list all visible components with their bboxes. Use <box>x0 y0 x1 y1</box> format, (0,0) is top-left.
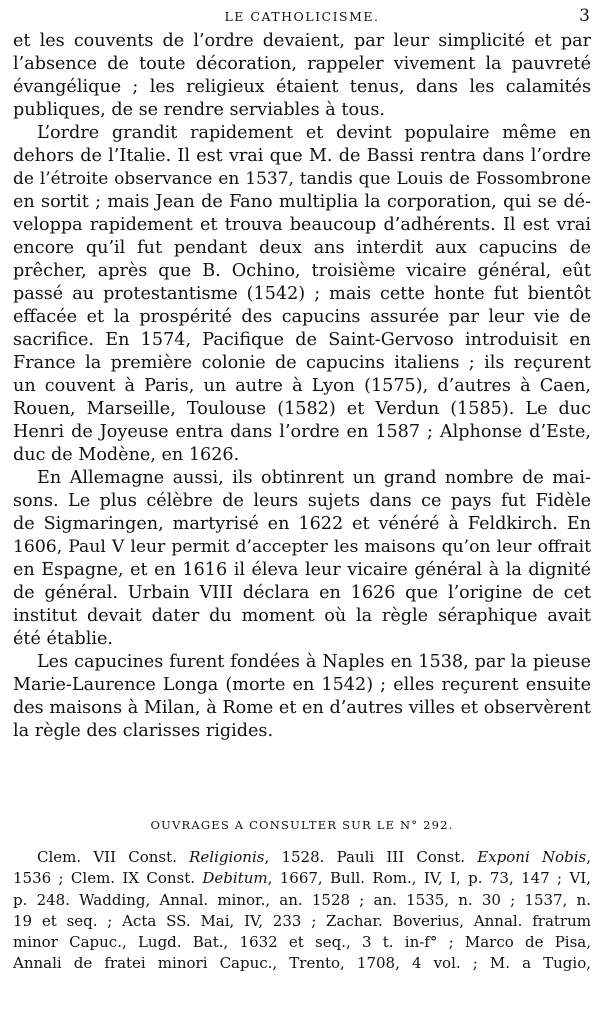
running-header <box>0 6 604 26</box>
text-line: 1606, Paul V leur permit d’accepter les maisons qu’on leur offrait <box>13 537 591 557</box>
reference-title: Religionis <box>189 848 265 866</box>
text-line: des maisons à Milan, à Rome et en d’autres villes et observèrent <box>13 698 591 718</box>
text-line: évangélique ; les religieux étaient tenus, dans les calamités <box>13 77 591 97</box>
text-line: l’absence de toute décoration, rappeler vivement la pauvreté <box>13 54 591 74</box>
body-text <box>13 30 591 743</box>
text-line: sons. Le plus célèbre de leurs sujets dans ce pays fut Fidèle <box>13 491 591 511</box>
text-line: veloppa rapidement et trouva beaucoup d’adhérents. Il est vrai <box>13 215 591 235</box>
text-line: effacée et la prospérité des capucins assurée par leur vie de <box>13 307 591 327</box>
text-line: de Sigmaringen, martyrisé en 1622 et vénéré à Feldkirch. En <box>13 514 591 534</box>
reference-text: , <box>586 848 592 866</box>
running-title: LE CATHOLICISME. <box>224 9 380 24</box>
reference-text: Clem. VII Const. <box>37 848 190 866</box>
text-line: et les couvents de l’ordre devaient, par leur simplicité et par <box>13 31 591 51</box>
reference-text: , 1667, Bull. Rom., IV, I, p. 73, 147 ; VI, <box>267 869 591 888</box>
paragraph-3 <box>13 467 591 651</box>
paragraph-1 <box>13 30 591 122</box>
text-line: Rouen, Marseille, Toulouse (1582) et Verdun (1585). Le duc <box>13 399 591 419</box>
text-line: Les capucines furent fondées à Naples en 1538, par la pieuse <box>37 652 591 672</box>
reference-title: Exponi Nobis <box>477 848 587 866</box>
text-line: dehors de l’Italie. Il est vrai que M. de Bassi rentra dans l’ordre <box>13 146 591 166</box>
text-line: un couvent à Paris, un autre à Lyon (1575), d’autres à Caen, <box>13 376 591 396</box>
text-line: en Espagne, et en 1616 il éleva leur vicaire général à la dignité <box>13 560 591 580</box>
text-line: duc de Modène, en 1626. <box>13 445 240 465</box>
reference-text: 1536 ; Clem. IX Const. <box>13 869 203 888</box>
text-line: Henri de Joyeuse entra dans l’ordre en 1587 ; Alphonse d’Este, <box>13 422 591 442</box>
text-line: France la première colonie de capucins italiens ; ils reçurent <box>13 353 591 373</box>
reference-line: 19 et seq. ; Acta SS. Mai, IV, 233 ; Zachar. Boverius, Annal. fratrum <box>13 911 591 930</box>
text-line: encore qu’il fut pendant deux ans interdit aux capucins de <box>13 238 591 258</box>
text-line: en sortit ; mais Jean de Fano multiplia la corporation, qui se dé- <box>13 192 591 212</box>
text-line: prêcher, après que B. Ochino, troisième vicaire général, eût <box>13 261 591 281</box>
reference-text: , 1528. Pauli III Const. <box>264 848 478 866</box>
text-line: sacrifice. En 1574, Pacifique de Saint-Gervoso introduisit en <box>13 330 591 350</box>
text-line: En Allemagne aussi, ils obtinrent un grand nombre de mai- <box>37 468 591 488</box>
reference-line <box>13 847 591 868</box>
text-line: Marie-Laurence Longa (morte en 1542) ; elles reçurent ensuite <box>13 675 591 695</box>
text-line: été établie. <box>13 629 113 649</box>
text-line: de général. Urbain VIII déclara en 1626 que l’origine de cet <box>13 583 591 603</box>
paragraph-4 <box>13 651 591 743</box>
references <box>13 847 591 975</box>
text-line: de l’étroite observance en 1537, tandis que Louis de Fossombrone <box>13 169 591 189</box>
text-line: institut devait dater du moment où la règle séraphique avait <box>13 606 591 626</box>
reference-line: Annali de fratei minori Capuc., Trento, 1708, 4 vol. ; M. a Tugio, <box>13 954 591 973</box>
reference-line <box>13 868 591 889</box>
section-heading: OUVRAGES A CONSULTER SUR LE N° 292. <box>150 818 454 832</box>
text-line: passé au protestantisme (1542) ; mais cette honte fut bientôt <box>13 284 591 304</box>
reference-line: minor Capuc., Lugd. Bat., 1632 et seq., 3 t. in-f° ; Marco de Pisa, <box>13 933 591 952</box>
page-number: 3 <box>579 6 590 26</box>
paragraph-2 <box>13 122 591 467</box>
text-line: publiques, de se rendre serviables à tous. <box>13 100 385 120</box>
reference-line: p. 248. Wadding, Annal. minor., an. 1528 ; an. 1535, n. 30 ; 1537, n. <box>13 890 591 909</box>
text-line: L’ordre grandit rapidement et devint populaire même en <box>37 123 591 143</box>
text-line: la règle des clarisses rigides. <box>13 721 274 741</box>
reference-title: Debitum <box>202 869 268 888</box>
